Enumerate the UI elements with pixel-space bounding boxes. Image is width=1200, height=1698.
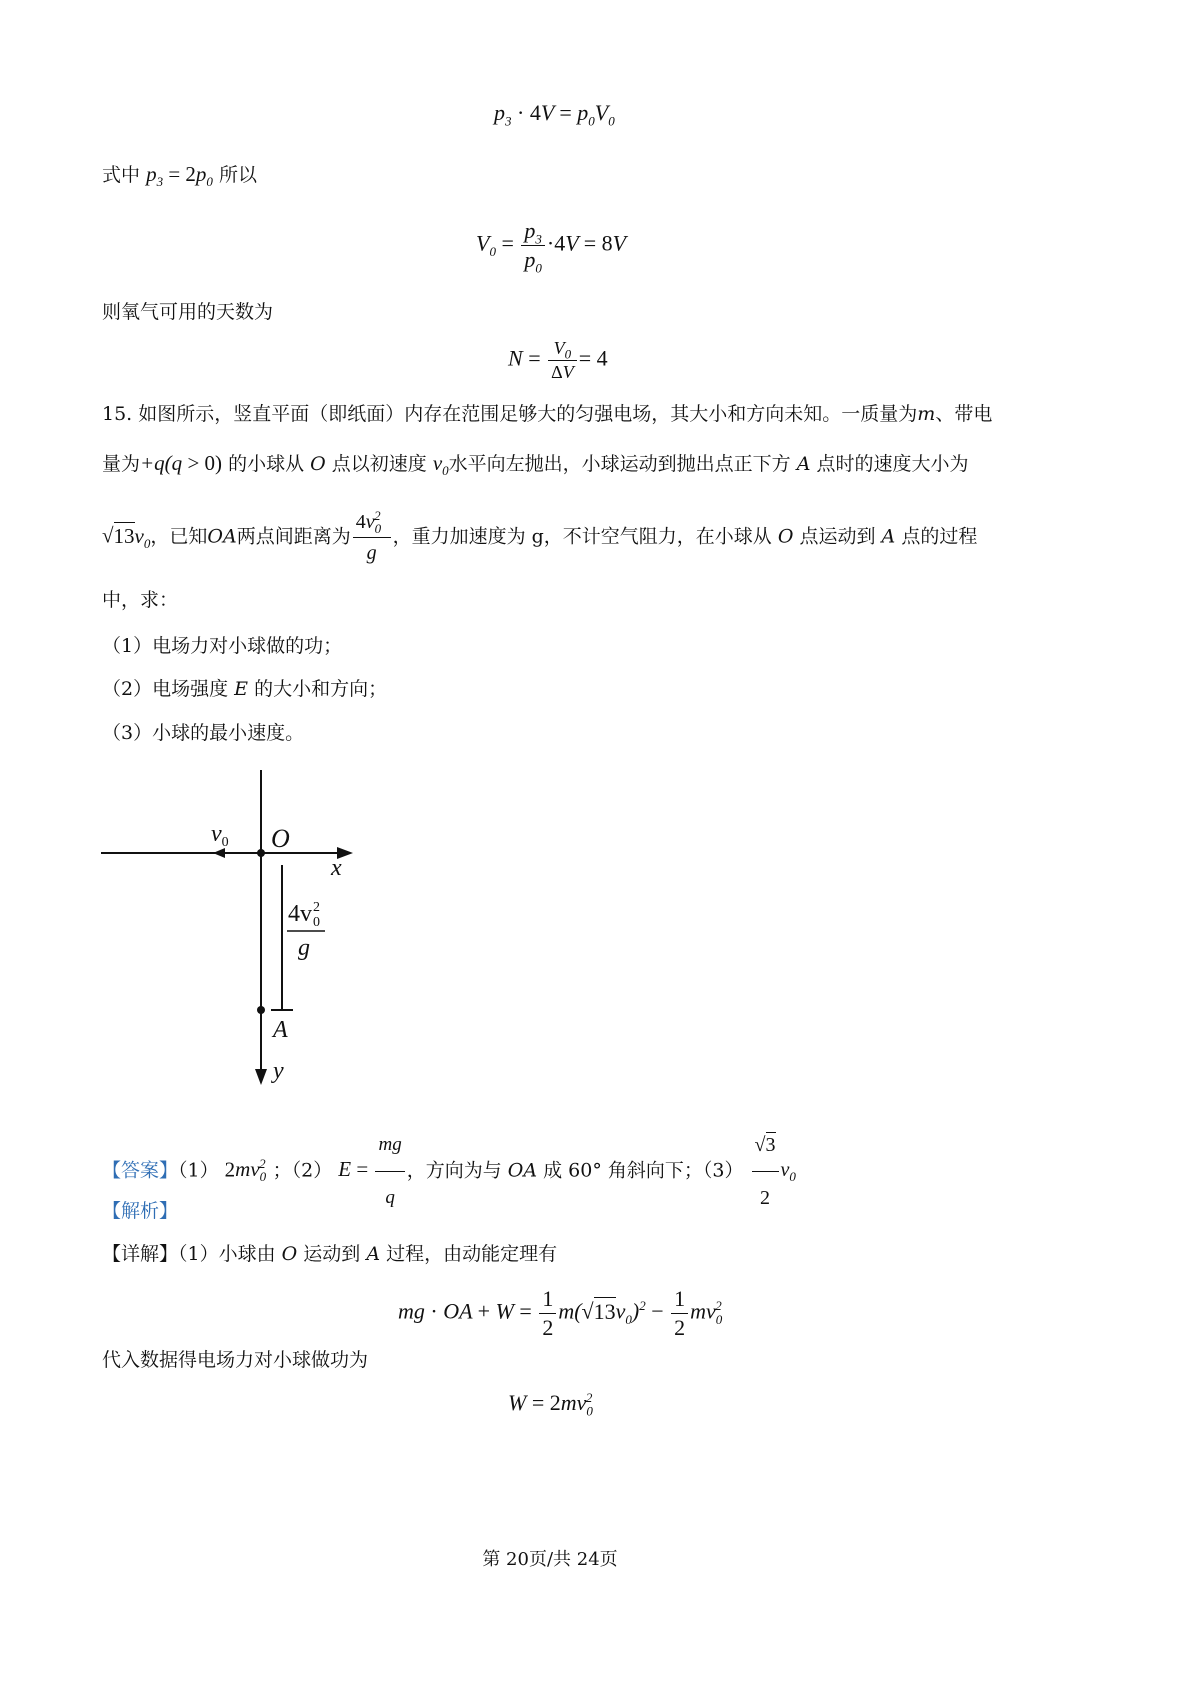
answer-1: $2mv_0^2$	[224, 1156, 267, 1185]
question-text-3a: ，已知	[150, 525, 208, 548]
question-text-3e: 点的过程	[901, 525, 978, 548]
equation-n: N = $\frac{V_0}{\Delta V}$ = 4	[508, 338, 608, 382]
given-prefix: 式中	[102, 164, 141, 186]
days-text: 则氧气可用的天数为	[102, 301, 274, 323]
sub-question-3: （3）小球的最小速度。	[102, 722, 305, 744]
distance-fraction: $\frac{4v_0^2}{g}$	[353, 508, 391, 567]
label-O: O	[271, 824, 290, 853]
question-text-3d: 点运动到	[799, 525, 876, 548]
equation-pressure-volume: $p_3 \cdot 4V = p_0V_0$	[494, 100, 615, 129]
field-symbol-E: E	[234, 678, 249, 700]
point-O: O	[310, 453, 326, 475]
label-y: y	[273, 1058, 284, 1084]
page-footer: 第 20页/共 24页	[482, 1549, 618, 1570]
label-A: A	[273, 1017, 288, 1043]
question-text-2e: 点时的速度大小为	[816, 453, 969, 475]
answer-line: 【答案】（1） $2mv_0^2$ ；（2） E = $\frac{mg}{q}$ ，方向为与 OA 成 60° 角斜向下；（3） $\frac{√3}{2}$ $v_0$	[102, 1120, 796, 1223]
equation-work: $W = 2mv_0^2$	[508, 1389, 593, 1419]
question-text-3c: ，重力加速度为 g，不计空气阻力，在小球从	[392, 525, 772, 548]
label-dist-num: 4v	[288, 901, 312, 927]
question-text-1b: 、带电	[935, 403, 993, 425]
question-text-2d: 水平向左抛出，小球运动到抛出点正下方	[448, 453, 791, 475]
given-line	[102, 160, 257, 189]
question-text-2b: 的小球从	[228, 453, 305, 475]
label-x: x	[331, 855, 342, 881]
question-text-2a: 量为	[102, 453, 141, 475]
question-number: 15.	[102, 403, 133, 425]
analysis-tag: 【解析】	[102, 1200, 179, 1222]
label-dist-sub: 0	[313, 915, 320, 930]
question-line-4: 中，求：	[102, 589, 179, 611]
point-O-2: O	[777, 525, 794, 548]
mass-symbol: m	[917, 403, 936, 425]
segment-OA: OA	[207, 525, 237, 548]
question-line-2	[102, 449, 969, 478]
substitute-text: 代入数据得电场力对小球做功为	[102, 1349, 369, 1371]
answer-tag: 【答案】	[102, 1159, 179, 1182]
given-suffix: 所以	[218, 164, 257, 186]
answer-3: $\frac{√3}{2}$ $v_0$	[750, 1159, 796, 1181]
y-axis-arrow	[255, 1069, 267, 1085]
question-line-3	[102, 508, 977, 567]
label-dist-sup: 2	[313, 900, 320, 915]
sub-question-1: （1）电场力对小球做的功；	[102, 635, 343, 657]
question-text-3b: 两点间距离为	[236, 525, 351, 548]
question-text-2c: 点以初速度	[331, 453, 427, 475]
point-A-dot	[257, 1006, 265, 1014]
label-v0: $v_0$	[211, 821, 229, 850]
charge-expr: +q(q > 0)	[140, 451, 223, 475]
label-dist-den: g	[298, 935, 310, 961]
question-line-1	[102, 400, 992, 428]
equation-energy: mg · OA + W = $\frac{1}{2}$ $m(√13v_0)^2$ − $\frac{1}{2}$ $mv_0^2$	[398, 1286, 723, 1340]
sub-question-2: （2）电场强度 E 的大小和方向；	[102, 678, 388, 700]
point-A: A	[796, 453, 811, 475]
trajectory-figure	[95, 765, 375, 1095]
detail-line: 【详解】（1）小球由 O 运动到 A 过程，由动能定理有	[102, 1243, 558, 1265]
point-A-2: A	[881, 525, 896, 548]
equation-v0: $V_0$ = $\frac{p_3}{p_0}$ ·4V = 8V	[476, 218, 627, 276]
v0-symbol: $v_0$	[432, 451, 449, 479]
detail-tag: 【详解】	[102, 1243, 179, 1265]
point-O-dot	[257, 849, 265, 857]
question-text-1a: 如图所示，竖直平面（即纸面）内存在范围足够大的匀强电场，其大小和方向未知。一质量为	[138, 403, 918, 425]
speed-sqrt13: $√13v_0$	[102, 523, 151, 551]
given-expr: $p_3 = 2p_0$	[146, 162, 213, 190]
answer-2: E = $\frac{mg}{q}$	[338, 1157, 406, 1181]
